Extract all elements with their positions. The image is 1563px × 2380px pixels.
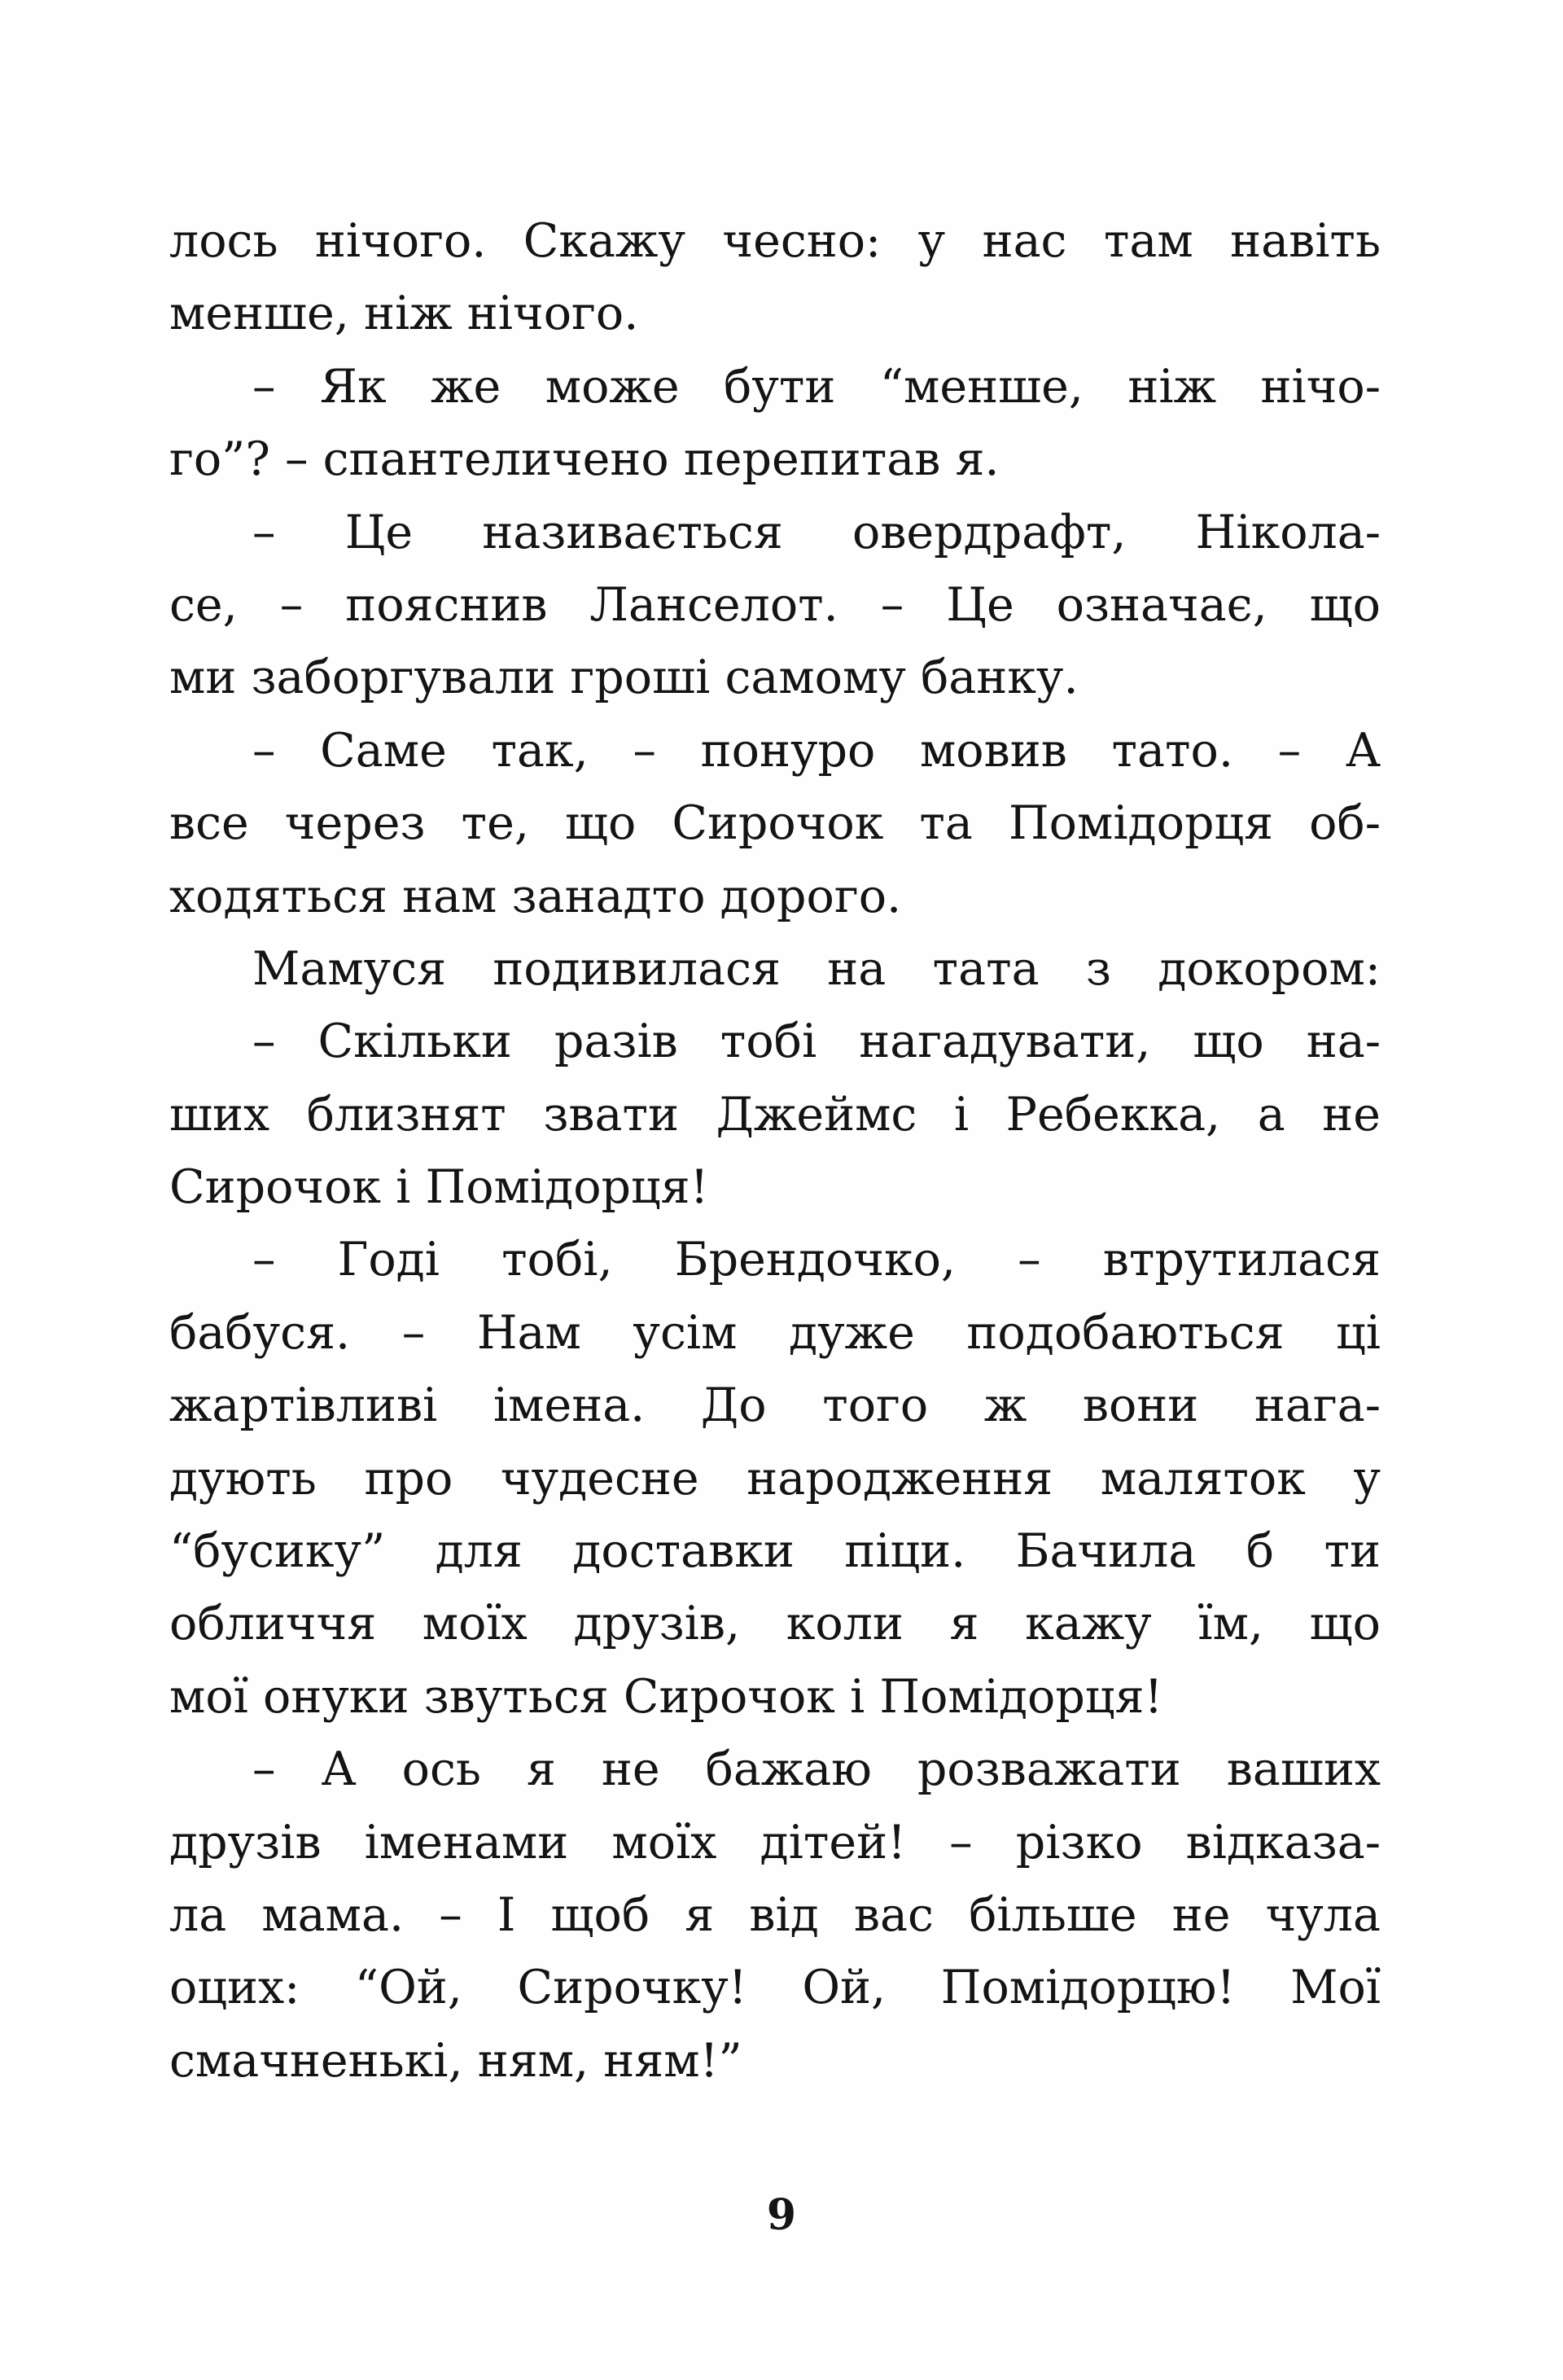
text-line: ших близнят звати Джеймс і Ребекка, а не [169,1087,1381,1142]
text-line: “бусику” для доставки піци. Бачила б ти [169,1524,1381,1579]
body-text [169,205,1381,2097]
text-line: ла мама. – І щоб я від вас більше не чула [169,1887,1381,1942]
text-line: Мамуся подивилася на тата з докором: [252,941,1381,996]
text-line: ходяться нам занадто дорого. [169,869,902,923]
text-line: Сирочок і Помідорця! [169,1160,709,1215]
text-line: бабуся. – Нам усім дуже подобаються ці [169,1305,1381,1360]
text-line: дують про чудесне народження малятoк у [169,1451,1381,1506]
text-line: – А ось я не бажаю розважати ваших [252,1742,1381,1797]
text-line: – Годі тобі, Брендочко, – втрутилася [252,1233,1381,1287]
text-line: – Саме так, – понуро мовив тато. – А [252,723,1381,778]
text-line: – Скільки разів тобі нагадувати, що на- [252,1015,1381,1069]
text-line: се, – пояснив Ланселот. – Це означає, що [169,577,1381,632]
text-line: – Як же може бути “менше, ніж нічо- [252,359,1381,414]
text-line: смачненькі, ням, ням!” [169,2033,742,2088]
text-line: друзів іменами моїх дітей! – різко відказа- [169,1815,1381,1869]
text-line: все через те, що Сирочок та Помідорця об- [169,796,1381,851]
page-number: 9 [766,2190,797,2240]
text-line: го”? – спантеличено перепитав я. [169,432,1000,487]
text-line: ми заборгували гроші самому банку. [169,651,1079,705]
text-line: мої онуки звуться Сирочок і Помідорця! [169,1669,1163,1724]
text-line: менше, ніж нічого. [169,287,639,341]
text-line: – Це називається овердрафт, Ніколa- [252,505,1381,559]
text-line: обличчя моїх друзів, коли я кажу їм, що [169,1597,1381,1651]
text-line: жартівливі імена. До того ж вони нага- [169,1378,1381,1433]
text-line: лось нічого. Скажу чесно: у нас там навіть [169,214,1381,268]
text-line: оцих: “Ой, Сирочку! Ой, Помідорцю! Мої [169,1961,1381,2015]
